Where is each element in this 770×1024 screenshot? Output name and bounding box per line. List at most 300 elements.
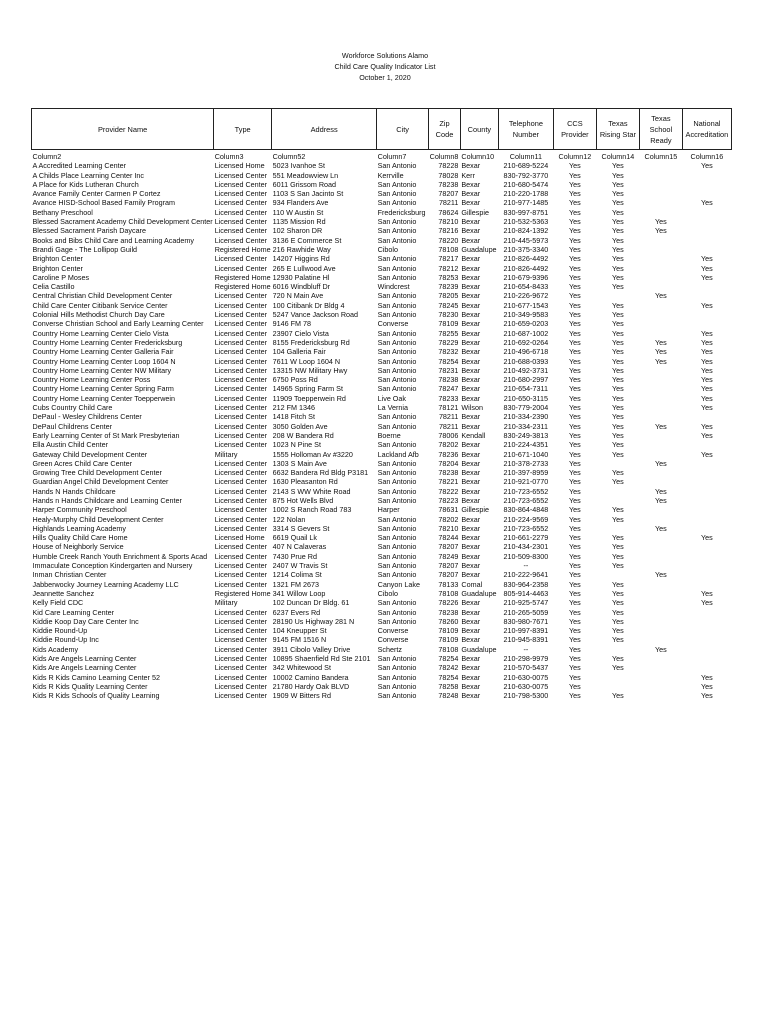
cell-ccs-provider: Yes: [569, 505, 581, 515]
cell-county: Bexar: [461, 626, 481, 636]
cell-zip-code: 78006: [438, 430, 459, 440]
cell-county: Bexar: [461, 356, 481, 366]
cell-address: 1135 Mission Rd: [272, 217, 326, 227]
cell-city: San Antonio: [377, 533, 417, 543]
cell-telephone: --: [523, 644, 529, 654]
cell-zip-code: 78254: [438, 654, 459, 664]
cell-texas-school-ready: [639, 561, 682, 570]
cell-national-accreditation: [682, 561, 731, 570]
cell-zip-code: 78028: [438, 170, 459, 180]
cell-ccs-provider: Yes: [569, 561, 581, 571]
cell-ccs-provider: Yes: [569, 412, 581, 422]
cell-county: Bexar: [461, 681, 481, 691]
cell-zip-code: 78133: [438, 579, 459, 589]
cell-provider-name: Kiddie Round-Up: [32, 626, 88, 636]
cell-city: San Antonio: [377, 328, 417, 338]
cell-national-accreditation: [682, 291, 731, 300]
cell-telephone: 210-532-5363: [503, 217, 549, 227]
cell-county: Bexar: [461, 691, 481, 701]
cell-county: Bexar: [461, 542, 481, 552]
cell-texas-rising-star: Yes: [612, 319, 624, 329]
cell-texas-school-ready: [639, 245, 682, 254]
cell-provider-type: Licensed Center: [214, 458, 268, 468]
cell-national-accreditation: Yes: [701, 198, 713, 208]
cell-telephone: 210-945-8391: [503, 635, 549, 645]
cell-address: 2407 W Travis St: [272, 561, 328, 571]
cell-telephone: 830-779-2004: [503, 403, 549, 413]
cell-provider-type: Licensed Center: [214, 495, 268, 505]
cell-city: San Antonio: [377, 235, 417, 245]
table-row: [32, 440, 732, 449]
column-key: Column10: [460, 150, 498, 162]
cell-national-accreditation: [682, 282, 731, 291]
table-row: [32, 412, 732, 421]
table-row: [32, 198, 732, 207]
cell-county: Bexar: [461, 458, 481, 468]
cell-zip-code: 78207: [438, 189, 459, 199]
cell-telephone: 805-914-4463: [503, 588, 549, 598]
cell-provider-type: Licensed Center: [214, 542, 268, 552]
cell-county: Bexar: [461, 468, 481, 478]
cell-texas-school-ready: [639, 468, 682, 477]
cell-national-accreditation: [682, 245, 731, 254]
cell-telephone: 210-334-2311: [503, 421, 548, 431]
cell-telephone: 830-997-8751: [503, 207, 549, 217]
cell-address: 10895 Shaenfield Rd Ste 2101: [272, 654, 371, 664]
cell-ccs-provider: Yes: [569, 542, 581, 552]
cell-ccs-provider: Yes: [569, 282, 581, 292]
table-row: [32, 291, 732, 300]
cell-zip-code: 78232: [438, 347, 459, 357]
cell-zip-code: 78248: [438, 691, 459, 701]
cell-address: 104 Kneupper St: [272, 626, 327, 636]
cell-provider-name: Books and Bibs Child Care and Learning Academy: [32, 235, 194, 245]
cell-provider-name: Inman Christian Center: [32, 570, 107, 580]
table-row: [32, 375, 732, 384]
cell-city: San Antonio: [377, 189, 417, 199]
cell-provider-type: Military: [214, 598, 238, 608]
cell-national-accreditation: [682, 487, 731, 496]
cell-provider-name: Country Home Learning Center Fredericksburg: [32, 337, 183, 347]
cell-zip-code: 78226: [438, 598, 459, 608]
cell-county: Bexar: [461, 282, 481, 292]
cell-county: Bexar: [461, 217, 481, 227]
cell-texas-school-ready: [639, 236, 682, 245]
cell-texas-school-ready: [639, 394, 682, 403]
cell-texas-school-ready: Yes: [655, 356, 667, 366]
cell-texas-school-ready: [639, 682, 682, 691]
column-key: Column12: [553, 150, 596, 162]
cell-national-accreditation: Yes: [701, 533, 713, 543]
cell-county: Bexar: [461, 635, 481, 645]
cell-telephone: 830-249-3813: [503, 430, 549, 440]
cell-provider-type: Licensed Center: [214, 523, 268, 533]
cell-texas-school-ready: [639, 654, 682, 663]
cell-provider-type: Licensed Center: [214, 198, 268, 208]
cell-ccs-provider: Yes: [569, 254, 581, 264]
cell-telephone: 830-964-2358: [503, 579, 549, 589]
cell-city: San Antonio: [377, 495, 417, 505]
cell-provider-type: Licensed Center: [214, 514, 268, 524]
cell-telephone: 210-921-0770: [503, 477, 549, 487]
cell-city: San Antonio: [377, 458, 417, 468]
cell-ccs-provider: Yes: [569, 691, 581, 701]
cell-texas-rising-star: Yes: [612, 626, 624, 636]
cell-provider-name: Kiddie Round-Up Inc: [32, 635, 99, 645]
cell-telephone: 210-298-9979: [503, 654, 549, 664]
cell-provider-type: Licensed Center: [214, 616, 268, 626]
cell-city: San Antonio: [377, 616, 417, 626]
cell-zip-code: 78239: [438, 282, 459, 292]
column-key: Column3: [214, 150, 272, 162]
cell-provider-type: Licensed Center: [214, 579, 268, 589]
cell-address: 7430 Prue Rd: [272, 551, 317, 561]
header-city: City: [377, 109, 429, 150]
cell-texas-school-ready: [639, 384, 682, 393]
cell-national-accreditation: [682, 477, 731, 486]
cell-address: 14965 Spring Farm St: [272, 384, 343, 394]
cell-county: Bexar: [461, 161, 481, 171]
cell-county: Bexar: [461, 654, 481, 664]
cell-provider-name: Harper Community Preschool: [32, 505, 127, 515]
table-row: [32, 663, 732, 672]
cell-national-accreditation: [682, 542, 731, 551]
cell-city: San Antonio: [377, 291, 417, 301]
table-row: [32, 273, 732, 282]
cell-texas-school-ready: [639, 264, 682, 273]
cell-texas-school-ready: [639, 542, 682, 551]
table-row: [32, 645, 732, 654]
cell-national-accreditation: Yes: [701, 449, 713, 459]
cell-city: Cibolo: [377, 588, 399, 598]
cell-county: Kendall: [461, 430, 486, 440]
cell-telephone: 210-925-5747: [503, 598, 549, 608]
cell-zip-code: 78217: [438, 254, 459, 264]
cell-county: Bexar: [461, 384, 481, 394]
cell-address: 1630 Pleasanton Rd: [272, 477, 338, 487]
table-row: [32, 450, 732, 459]
cell-texas-school-ready: [639, 691, 682, 700]
cell-provider-name: Healy-Murphy Child Development Center: [32, 514, 164, 524]
cell-provider-name: A Place for Kids Lutheran Church: [32, 179, 139, 189]
cell-zip-code: 78121: [438, 403, 459, 413]
cell-zip-code: 78255: [438, 328, 459, 338]
cell-national-accreditation: [682, 319, 731, 328]
cell-zip-code: 78254: [438, 356, 459, 366]
cell-county: Bexar: [461, 254, 481, 264]
cell-city: San Antonio: [377, 440, 417, 450]
cell-national-accreditation: Yes: [701, 300, 713, 310]
cell-national-accreditation: [682, 189, 731, 198]
cell-texas-school-ready: [639, 589, 682, 598]
table-row: [32, 282, 732, 291]
cell-provider-name: A Accredited Learning Center: [32, 161, 126, 171]
table-row: [32, 673, 732, 682]
cell-ccs-provider: Yes: [569, 654, 581, 664]
table-row: [32, 357, 732, 366]
column-key: Column16: [682, 150, 731, 162]
header-provider-name: Provider Name: [32, 109, 214, 150]
table-row: [32, 226, 732, 235]
cell-national-accreditation: Yes: [701, 365, 713, 375]
cell-telephone: 210-654-8433: [503, 282, 549, 292]
cell-national-accreditation: Yes: [701, 254, 713, 264]
cell-national-accreditation: [682, 645, 731, 654]
cell-provider-name: Caroline P Moses: [32, 272, 90, 282]
cell-national-accreditation: [682, 617, 731, 626]
cell-zip-code: 78230: [438, 310, 459, 320]
cell-national-accreditation: Yes: [701, 681, 713, 691]
cell-texas-rising-star: Yes: [612, 244, 624, 254]
cell-telephone: 210-630-0075: [503, 672, 549, 682]
cell-provider-type: Licensed Center: [214, 365, 268, 375]
table-row: [32, 552, 732, 561]
cell-ccs-provider: Yes: [569, 644, 581, 654]
cell-zip-code: 78238: [438, 607, 459, 617]
cell-zip-code: 78245: [438, 300, 459, 310]
header-address: Address: [272, 109, 377, 150]
table-row: [32, 366, 732, 375]
cell-provider-type: Licensed Center: [214, 170, 268, 180]
cell-city: San Antonio: [377, 347, 417, 357]
header-row: [32, 109, 732, 150]
cell-texas-rising-star: Yes: [612, 691, 624, 701]
cell-city: Converse: [377, 319, 409, 329]
cell-ccs-provider: Yes: [569, 365, 581, 375]
cell-county: Bexar: [461, 328, 481, 338]
cell-address: 3314 S Gevers St: [272, 523, 330, 533]
cell-address: 1418 Fitch St: [272, 412, 315, 422]
cell-provider-type: Licensed Center: [214, 319, 268, 329]
cell-city: Lackland Afb: [377, 449, 419, 459]
cell-address: 11909 Toepperwein Rd: [272, 393, 346, 403]
cell-address: 110 W Austin St: [272, 207, 324, 217]
cell-telephone: 210-222-9641: [503, 570, 549, 580]
cell-county: Bexar: [461, 263, 481, 273]
cell-telephone: 210-654-7311: [503, 384, 548, 394]
cell-provider-type: Licensed Home: [214, 161, 265, 171]
cell-telephone: 210-445-5973: [503, 235, 549, 245]
cell-ccs-provider: Yes: [569, 170, 581, 180]
cell-county: Bexar: [461, 486, 481, 496]
cell-city: San Antonio: [377, 375, 417, 385]
cell-county: Gillespie: [461, 505, 489, 515]
cell-provider-type: Licensed Center: [214, 189, 268, 199]
table-row: [32, 394, 732, 403]
cell-city: La Vernia: [377, 403, 408, 413]
cell-texas-school-ready: [639, 180, 682, 189]
cell-texas-school-ready: [639, 282, 682, 291]
table-row: [32, 515, 732, 524]
cell-telephone: 210-378-2733: [503, 458, 549, 468]
cell-zip-code: 78211: [438, 412, 459, 422]
cell-address: 6237 Evers Rd: [272, 607, 321, 617]
cell-city: Converse: [377, 626, 409, 636]
cell-national-accreditation: [682, 412, 731, 421]
cell-provider-name: A Childs Place Learning Center Inc: [32, 170, 144, 180]
cell-texas-school-ready: [639, 580, 682, 589]
table-row: [32, 598, 732, 607]
cell-ccs-provider: Yes: [569, 477, 581, 487]
cell-county: Guadalupe: [461, 244, 497, 254]
cell-ccs-provider: Yes: [569, 384, 581, 394]
cell-texas-rising-star: Yes: [612, 579, 624, 589]
cell-ccs-provider: Yes: [569, 663, 581, 673]
table-row: [32, 245, 732, 254]
table-row: [32, 608, 732, 617]
cell-texas-school-ready: Yes: [655, 486, 667, 496]
cell-provider-type: Licensed Center: [214, 468, 268, 478]
cell-zip-code: 78260: [438, 616, 459, 626]
cell-texas-school-ready: [639, 552, 682, 561]
cell-address: 1321 FM 2673: [272, 579, 319, 589]
cell-national-accreditation: [682, 310, 731, 319]
cell-national-accreditation: [682, 180, 731, 189]
cell-telephone: 210-677-1543: [503, 300, 549, 310]
cell-texas-rising-star: [596, 524, 639, 533]
cell-county: Bexar: [461, 607, 481, 617]
table-row: [32, 626, 732, 635]
cell-provider-name: Kid Care Learning Center: [32, 607, 115, 617]
cell-telephone: 210-397-8959: [503, 468, 549, 478]
cell-telephone: 210-375-3340: [503, 244, 549, 254]
cell-texas-rising-star: Yes: [612, 505, 624, 515]
cell-county: Bexar: [461, 477, 481, 487]
cell-texas-school-ready: Yes: [655, 495, 667, 505]
cell-national-accreditation: [682, 468, 731, 477]
cell-city: San Antonio: [377, 514, 417, 524]
cell-texas-rising-star: Yes: [612, 551, 624, 561]
cell-telephone: 210-723-6552: [503, 486, 549, 496]
cell-address: 342 Whitewood St: [272, 663, 331, 673]
cell-city: San Antonio: [377, 598, 417, 608]
cell-provider-type: Military: [214, 449, 238, 459]
cell-county: Guadalupe: [461, 588, 497, 598]
cell-texas-school-ready: [639, 431, 682, 440]
table-body: [32, 150, 732, 701]
table-row: [32, 310, 732, 319]
cell-texas-school-ready: [639, 505, 682, 514]
cell-zip-code: 78108: [438, 244, 459, 254]
cell-telephone: 210-220-1788: [503, 189, 549, 199]
cell-address: 212 FM 1346: [272, 403, 315, 413]
cell-provider-name: Jabberwocky Journey Learning Academy LLC: [32, 579, 179, 589]
cell-texas-school-ready: [639, 608, 682, 617]
cell-texas-rising-star: Yes: [612, 533, 624, 543]
cell-city: San Antonio: [377, 226, 417, 236]
cell-address: 1002 S Ranch Road 783: [272, 505, 352, 515]
cell-provider-type: Licensed Center: [214, 691, 268, 701]
cell-ccs-provider: Yes: [569, 495, 581, 505]
cell-ccs-provider: Yes: [569, 570, 581, 580]
cell-texas-school-ready: [639, 673, 682, 682]
cell-city: Kerrville: [377, 170, 404, 180]
cell-provider-name: Guardian Angel Child Development Center: [32, 477, 169, 487]
cell-county: Bexar: [461, 616, 481, 626]
cell-city: San Antonio: [377, 551, 417, 561]
cell-zip-code: 78212: [438, 263, 459, 273]
cell-county: Bexar: [461, 375, 481, 385]
cell-county: Bexar: [461, 412, 481, 422]
cell-provider-name: Ella Austin Child Center: [32, 440, 109, 450]
cell-provider-name: Kiddie Koop Day Care Center Inc: [32, 616, 139, 626]
cell-texas-rising-star: [596, 459, 639, 468]
cell-texas-rising-star: [596, 487, 639, 496]
cell-city: San Antonio: [377, 300, 417, 310]
cell-texas-school-ready: Yes: [655, 217, 667, 227]
cell-telephone: 210-496-6718: [503, 347, 549, 357]
cell-ccs-provider: Yes: [569, 449, 581, 459]
cell-national-accreditation: [682, 459, 731, 468]
cell-county: Bexar: [461, 421, 481, 431]
cell-texas-school-ready: [639, 161, 682, 170]
cell-provider-name: Blessed Sacrament Academy Child Development Center: [32, 217, 213, 227]
cell-telephone: 830-864-4848: [503, 505, 549, 515]
cell-zip-code: 78211: [438, 421, 459, 431]
cell-provider-name: DePaul - Wesley Childrens Center: [32, 412, 142, 422]
cell-city: San Antonio: [377, 421, 417, 431]
cell-ccs-provider: Yes: [569, 189, 581, 199]
cell-texas-rising-star: Yes: [612, 189, 624, 199]
cell-texas-rising-star: Yes: [612, 375, 624, 385]
cell-city: San Antonio: [377, 654, 417, 664]
table-row: [32, 477, 732, 486]
cell-address: 21780 Hardy Oak BLVD: [272, 681, 350, 691]
provider-table: [31, 108, 732, 701]
cell-ccs-provider: Yes: [569, 179, 581, 189]
cell-provider-type: Licensed Center: [214, 672, 268, 682]
cell-texas-school-ready: Yes: [655, 570, 667, 580]
cell-national-accreditation: Yes: [701, 161, 713, 171]
table-row: [32, 580, 732, 589]
table-row: [32, 384, 732, 393]
cell-national-accreditation: Yes: [701, 672, 713, 682]
cell-provider-name: Kids R Kids Schools of Quality Learning: [32, 691, 160, 701]
cell-provider-name: Immaculate Conception Kindergarten and Nursery: [32, 561, 193, 571]
cell-national-accreditation: [682, 496, 731, 505]
cell-provider-type: Licensed Center: [214, 644, 268, 654]
table-row: [32, 301, 732, 310]
table-row: [32, 459, 732, 468]
cell-texas-rising-star: Yes: [612, 207, 624, 217]
cell-ccs-provider: Yes: [569, 440, 581, 450]
cell-ccs-provider: Yes: [569, 291, 581, 301]
header-zip: Zip Code: [429, 109, 461, 150]
table-row: [32, 347, 732, 356]
cell-address: 122 Nolan: [272, 514, 306, 524]
cell-texas-rising-star: Yes: [612, 449, 624, 459]
cell-provider-name: Hills Quality Child Care Home: [32, 533, 128, 543]
cell-address: 8155 Fredericksburg Rd: [272, 337, 350, 347]
cell-provider-name: Jeannette Sanchez: [32, 588, 95, 598]
cell-provider-name: Country Home Learning Center Loop 1604 N: [32, 356, 176, 366]
cell-address: 216 Rawhide Way: [272, 244, 331, 254]
cell-telephone: 210-997-8391: [503, 626, 549, 636]
cell-provider-name: Country Home Learning Center Poss: [32, 375, 151, 385]
cell-city: Fredericksburg: [377, 207, 426, 217]
cell-provider-name: Gateway Child Development Center: [32, 449, 148, 459]
cell-provider-type: Licensed Center: [214, 328, 268, 338]
cell-provider-type: Licensed Center: [214, 393, 268, 403]
cell-texas-rising-star: Yes: [612, 282, 624, 292]
cell-telephone: 210-977-1485: [503, 198, 549, 208]
cell-texas-school-ready: Yes: [655, 644, 667, 654]
cell-zip-code: 78109: [438, 626, 459, 636]
cell-texas-school-ready: [639, 440, 682, 449]
cell-zip-code: 78202: [438, 514, 459, 524]
cell-provider-name: Country Home Learning Center Toepperwein: [32, 393, 175, 403]
table-row: [32, 217, 732, 226]
